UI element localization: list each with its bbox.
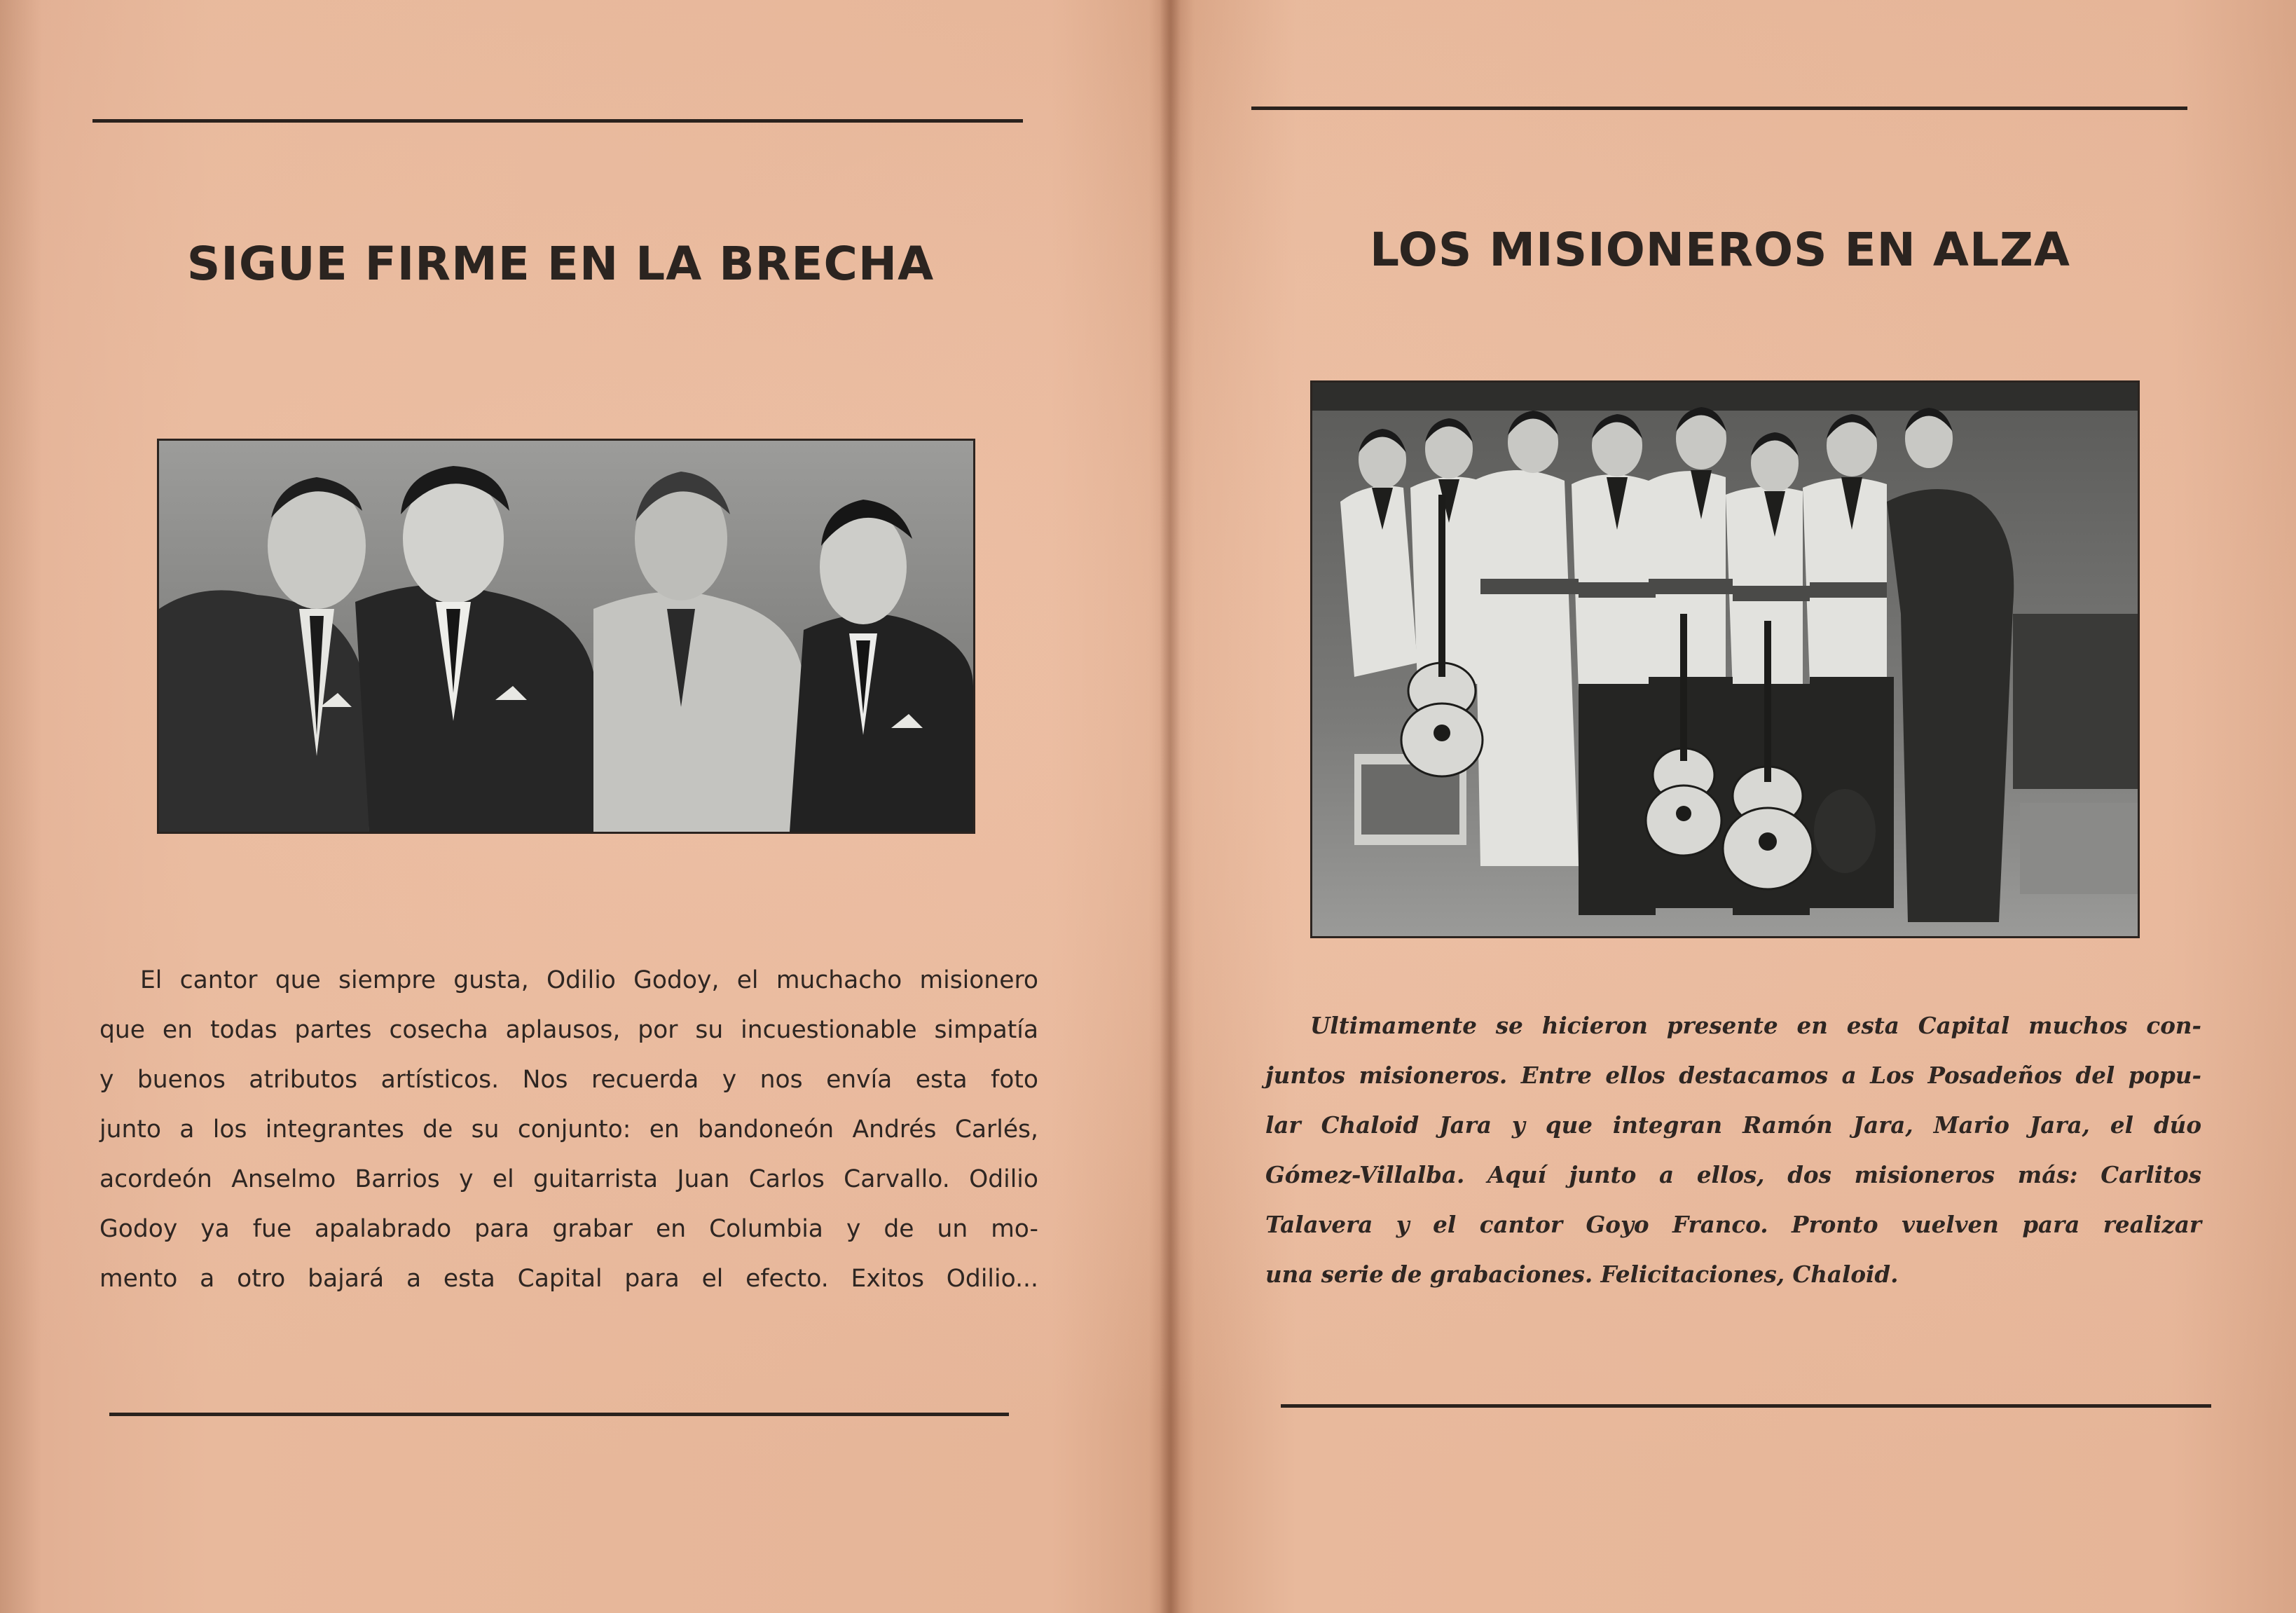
left-article-body (99, 956, 1038, 1304)
text-line: El cantor que siempre gusta, Odilio Godoy, el muchacho misionero (140, 966, 1038, 994)
left-page-title: SIGUE FIRME EN LA BRECHA (186, 237, 935, 291)
text-line: Talavera y el cantor Goyo Franco. Pronto vuelven para realizar (1265, 1211, 2201, 1238)
text-line: que en todas partes cosecha aplausos, por su incuestionable simpatía (99, 1016, 1038, 1044)
text-line: juntos misioneros. Entre ellos destacamos a Los Posadeños del popu- (1265, 1062, 2201, 1089)
text-line: acordeón Anselmo Barrios y el guitarrista Juan Carlos Carvallo. Odilio (99, 1165, 1038, 1193)
text-line: Ultimamente se hicieron presente en esta Capital muchos con- (1310, 1012, 2201, 1039)
right-group-photo (1310, 380, 2140, 938)
right-bottom-rule (1281, 1404, 2211, 1408)
right-top-rule (1251, 107, 2187, 110)
left-top-rule (92, 119, 1023, 123)
right-article-body (1265, 1001, 2201, 1299)
group-photo-four-men-icon (159, 441, 973, 832)
text-line: mento a otro bajará a esta Capital para el efecto. Exitos Odilio... (99, 1265, 1038, 1293)
right-page-title: LOS MISIONEROS EN ALZA (1370, 223, 2070, 277)
left-bottom-rule (109, 1413, 1009, 1416)
text-line: junto a los integrantes de su conjunto: en bandoneón Andrés Carlés, (99, 1116, 1038, 1144)
left-group-photo (157, 439, 975, 834)
text-line: lar Chaloid Jara y que integran Ramón Jara, Mario Jara, el dúo (1265, 1111, 2201, 1139)
text-line: Gómez-Villalba. Aquí junto a ellos, dos misioneros más: Carlitos (1265, 1161, 2201, 1188)
text-line: y buenos atributos artísticos. Nos recuerda y nos envía esta foto (99, 1066, 1038, 1094)
page-gutter (1160, 0, 1181, 1613)
group-photo-eight-musicians-guitars-icon (1312, 383, 2138, 936)
text-line: una serie de grabaciones. Felicitaciones, Chaloid. (1265, 1261, 1899, 1288)
text-line: Godoy ya fue apalabrado para grabar en Columbia y de un mo- (99, 1215, 1038, 1243)
